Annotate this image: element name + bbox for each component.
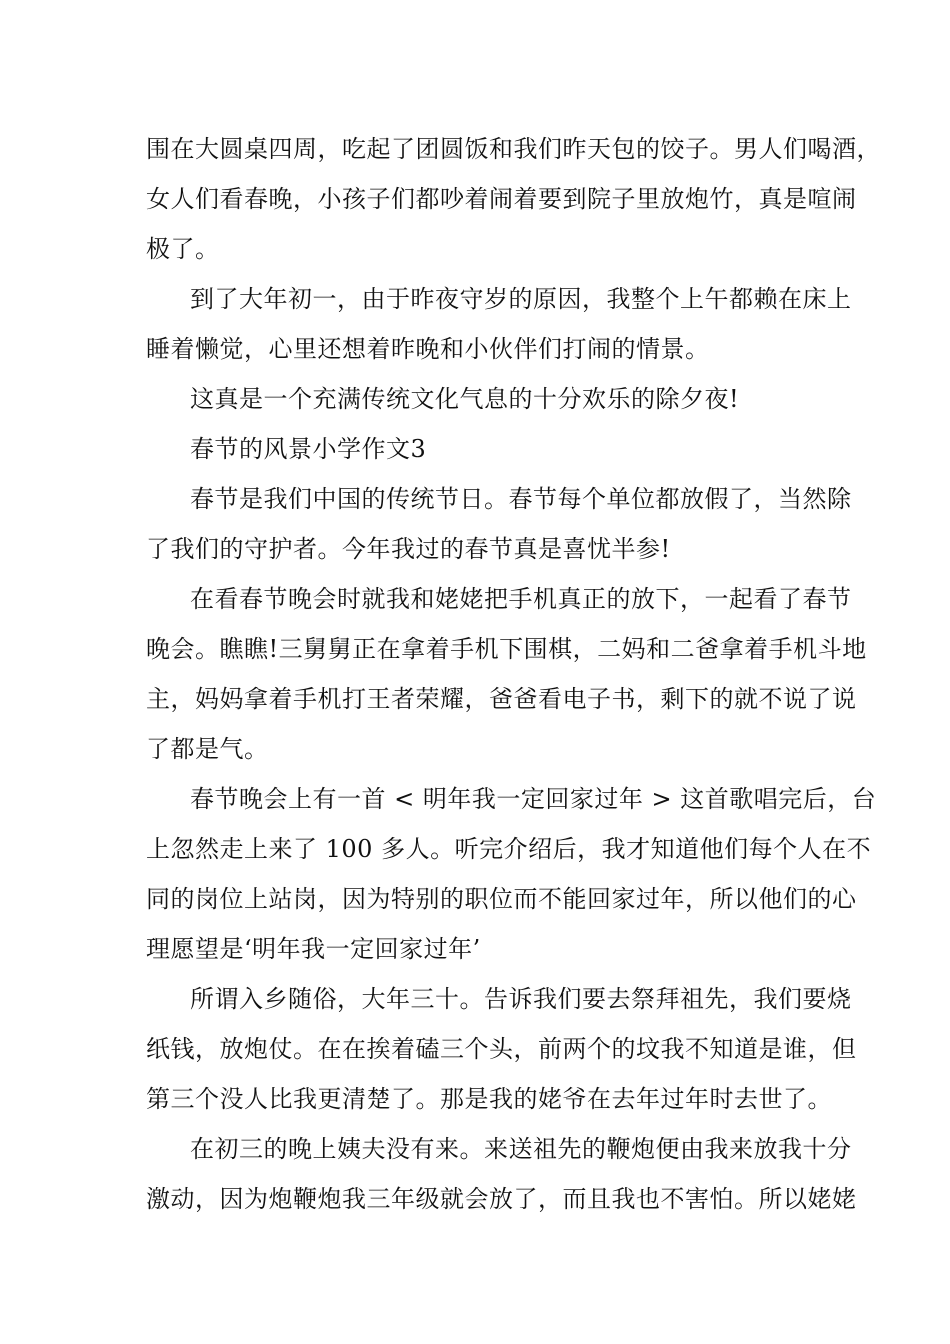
paragraph-first-line: 在初三的晚上姨夫没有来。来送祖先的鞭炮便由我来放我十分 [190,1135,852,1163]
text-line: 激动，因为炮鞭炮我三年级就会放了，而且我也不害怕。所以姥姥 [146,1185,857,1213]
text-line: 理愿望是‘明年我一定回家过年’ [146,935,481,963]
text-line: 同的岗位上站岗，因为特别的职位而不能回家过年，所以他们的心 [146,885,857,913]
text-line: 了我们的守护者。今年我过的春节真是喜忧半参! [146,535,671,563]
paragraph-first-line: 在看春节晚会时就我和姥姥把手机真正的放下，一起看了春节 [190,585,852,613]
paragraph-first-line: 到了大年初一，由于昨夜守岁的原因，我整个上午都赖在床上 [190,285,852,313]
text-line: 纸钱，放炮仗。在在挨着磕三个头，前两个的坟我不知道是谁，但 [146,1035,857,1063]
text-line: 女人们看春晚，小孩子们都吵着闹着要到院子里放炮竹，真是喧闹 [146,185,857,213]
paragraph-first-line: 所谓入乡随俗，大年三十。告诉我们要去祭拜祖先，我们要烧 [190,985,852,1013]
text-line: 上忽然走上来了 100 多人。听完介绍后，我才知道他们每个人在不 [146,835,872,863]
text-line: 极了。 [146,235,220,263]
text-line: 主，妈妈拿着手机打王者荣耀，爸爸看电子书，剩下的就不说了说 [146,685,857,713]
text-line: 围在大圆桌四周，吃起了团圆饭和我们昨天包的饺子。男人们喝酒， [146,135,881,163]
text-line: 晚会。瞧瞧!三舅舅正在拿着手机下围棋，二妈和二爸拿着手机斗地 [146,635,867,663]
text-line: 睡着懒觉，心里还想着昨晚和小伙伴们打闹的情景。 [146,335,710,363]
paragraph-first-line: 这真是一个充满传统文化气息的十分欢乐的除夕夜! [190,385,740,413]
text-line: 第三个没人比我更清楚了。那是我的姥爷在去年过年时去世了。 [146,1085,832,1113]
section-heading: 春节的风景小学作文3 [190,435,427,463]
paragraph-first-line: 春节晚会上有一首 < 明年我一定回家过年 > 这首歌唱完后，台 [190,785,877,813]
paragraph-first-line: 春节是我们中国的传统节日。春节每个单位都放假了，当然除 [190,485,852,513]
text-line: 了都是气。 [146,735,269,763]
